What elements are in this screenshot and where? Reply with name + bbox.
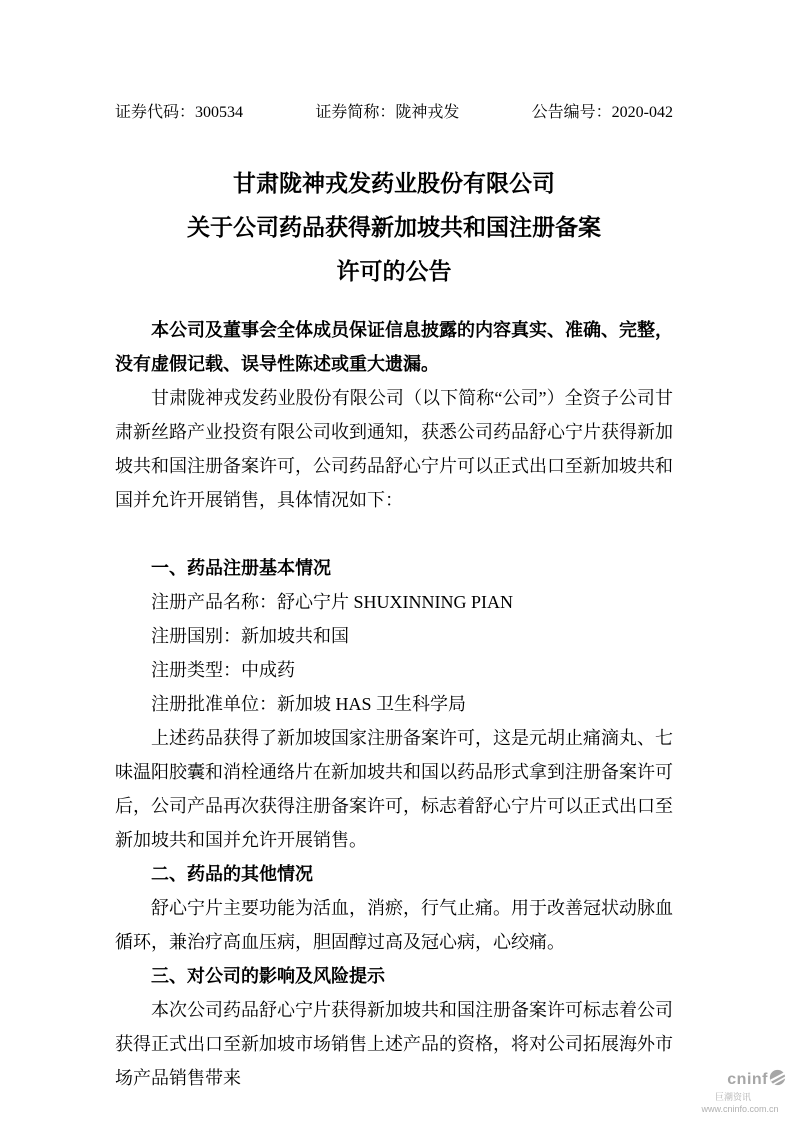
cninfo-url: www.cninfo.com.cn bbox=[701, 1103, 779, 1114]
document-title bbox=[115, 161, 673, 293]
intro-paragraph: 甘肃陇神戎发药业股份有限公司（以下简称“公司”）全资子公司甘肃新丝路产业投资有限公司收到通知，获悉公司药品舒心宁片获得新加坡共和国注册备案许可，公司药品舒心宁片可以正式出口至新加坡共和国并允许开展销售，具体情况如下： bbox=[115, 388, 673, 510]
registration-product-name: 注册产品名称：舒心宁片 SHUXINNING PIAN bbox=[151, 592, 513, 612]
section-3-paragraph: 本次公司药品舒心宁片获得新加坡共和国注册备案许可标志着公司获得正式出口至新加坡市场销售上述产品的资格，将对公司拓展海外市场产品销售带来 bbox=[115, 1000, 673, 1088]
document-header bbox=[115, 103, 673, 123]
page-content bbox=[115, 103, 673, 1095]
cninfo-logo bbox=[692, 1069, 788, 1091]
title-line-2: 关于公司药品获得新加坡共和国注册备案 bbox=[187, 214, 601, 240]
registration-type: 注册类型：中成药 bbox=[151, 660, 295, 680]
cninfo-logo-text: cninf bbox=[727, 1070, 768, 1088]
section-2-heading: 二、药品的其他情况 bbox=[151, 864, 313, 884]
stock-code: 证券代码：300534 bbox=[115, 104, 244, 121]
cninfo-watermark bbox=[692, 1069, 788, 1114]
board-declaration: 本公司及董事会全体成员保证信息披露的内容真实、准确、完整，没有虚假记载、误导性陈述或重大遗漏。 bbox=[115, 320, 673, 374]
title-line-1: 甘肃陇神戎发药业股份有限公司 bbox=[233, 170, 555, 196]
spacer bbox=[115, 517, 673, 551]
section-2-paragraph: 舒心宁片主要功能为活血，消瘀，行气止痛。用于改善冠状动脉血循环，兼治疗高血压病，胆固醇过高及冠心病，心绞痛。 bbox=[115, 898, 673, 952]
title-line-3: 许可的公告 bbox=[336, 258, 452, 284]
section-3-heading: 三、对公司的影响及风险提示 bbox=[151, 966, 385, 986]
cninfo-swirl-icon bbox=[769, 1069, 786, 1091]
announcement-number: 公告编号：2020-042 bbox=[531, 104, 673, 121]
registration-authority: 注册批准单位：新加坡 HAS 卫生科学局 bbox=[151, 694, 467, 714]
section-1-heading: 一、药品注册基本情况 bbox=[151, 558, 331, 578]
section-1-paragraph: 上述药品获得了新加坡国家注册备案许可，这是元胡止痛滴丸、七味温阳胶囊和消栓通络片在新加坡共和国以药品形式拿到注册备案许可后，公司产品再次获得注册备案许可，标志着舒心宁片可以正式出口至新加坡共和国并允许开展销售。 bbox=[115, 728, 673, 850]
stock-short-name: 证券简称：陇神戎发 bbox=[315, 104, 460, 121]
registration-country: 注册国别：新加坡共和国 bbox=[151, 626, 349, 646]
cninfo-brand-name: 巨潮资讯 bbox=[714, 1092, 751, 1103]
